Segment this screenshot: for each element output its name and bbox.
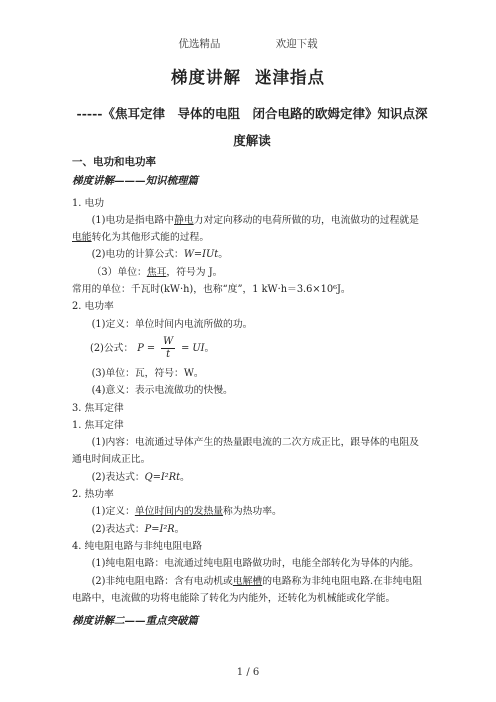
fraction-denominator: t [166, 349, 171, 361]
text-run: (2)非纯电阻电路：含有电动机或 [91, 575, 233, 587]
text-run: 。 [218, 249, 228, 261]
underlined-term: 单位时间内的发热量 [134, 506, 224, 518]
page-header [0, 36, 496, 51]
subsection-banner-1: 梯度讲解———知识梳理篇 [72, 175, 198, 188]
text-run: （3）单位： [91, 266, 147, 278]
text-run: ，符号为 J。 [166, 266, 223, 278]
text-run: (2)表达式： [91, 471, 145, 483]
formula-symbol: UI [192, 343, 205, 355]
page-separator: / [246, 667, 250, 678]
paragraph [72, 212, 426, 247]
formula-symbol: P [137, 343, 144, 355]
text-run: (1)电功是指电路中 [91, 214, 175, 226]
paragraph: (1)定义：单位时间内电流所做的功。 [91, 318, 253, 330]
paragraph [72, 573, 426, 608]
paragraph: (1)内容：电流通过导体产生的热量跟电流的二次方成正比，跟导体的电阻及通电时间成正比。 [72, 437, 419, 466]
item-heading: 2. 电功率 [72, 301, 114, 313]
header-right: 欢迎下载 [275, 38, 318, 50]
item-heading: 3. 焦耳定律 [72, 402, 124, 414]
title-part2: 迷津指点 [255, 68, 325, 87]
subsection-banner-2: 梯度讲解二——重点突破篇 [72, 615, 198, 628]
underlined-term: 静电 [174, 214, 194, 226]
paragraph [72, 469, 426, 486]
text-run: 。 [174, 523, 185, 535]
underlined-term: 焦耳 [146, 266, 167, 278]
formula-text: Q=I²Rt [144, 471, 181, 483]
paragraph [72, 264, 426, 281]
paragraph [72, 503, 426, 520]
text-run: (2)表达式： [91, 523, 145, 535]
paragraph: (1)纯电阻电路：电流通过纯电阻电路做功时，电能全部转化为导体的内能。 [91, 558, 419, 570]
fraction [161, 336, 175, 361]
text-run: 。 [180, 471, 190, 483]
item-heading: 1. 电功 [72, 197, 105, 209]
text-run: 称为热功率。 [223, 506, 282, 518]
page-number [0, 667, 496, 678]
header-left: 优选精品 [178, 38, 221, 50]
item-heading: 2. 热功率 [72, 489, 114, 501]
document-title [0, 64, 496, 88]
section-heading: 一、电功和电功率 [72, 156, 156, 168]
paragraph: (4)意义：表示电流做功的快慢。 [91, 385, 233, 397]
document-subtitle: -----《焦耳定律 导体的电阻 闭合电路的欧姆定律》知识点深度解读 [76, 106, 428, 148]
text-run: (1)定义： [91, 506, 135, 518]
page-current: 1 [236, 667, 244, 678]
text-run: (2)电功的计算公式： [91, 249, 184, 261]
fraction-numerator: W [163, 336, 174, 348]
formula-text: W=IUt [183, 249, 219, 261]
formula-symbol: = [146, 343, 156, 355]
document-body [72, 154, 426, 634]
title-part1: 梯度讲解 [171, 68, 241, 87]
formula-text: P=I²R [144, 523, 175, 535]
item-heading: 4. 纯电阻电路与非纯电阻电路 [72, 540, 203, 552]
text-run: 力对定向移动的电荷所做的功，电流做功的过程就是 [193, 214, 419, 226]
paragraph: 常用的单位：千瓦时(kW·h)，也称“度”，1 kW·h＝3.6×10⁶J。 [72, 284, 351, 296]
underlined-term: 电解槽 [232, 575, 263, 587]
text-run: 转化为其他形式能的过程。 [91, 232, 210, 244]
paragraph [72, 521, 426, 538]
text-run: (2)公式： [90, 343, 134, 355]
text-run: 的电路称为非纯电阻电路.在非纯电阻电路中，电流做的功将电能除了转化为内能外，还转化为机械能或化学能。 [72, 575, 423, 604]
underlined-term: 电能 [72, 232, 92, 244]
text-run: 。 [204, 343, 215, 355]
paragraph: (3)单位：瓦，符号：W。 [91, 367, 204, 379]
formula-symbol: = [181, 343, 190, 355]
page-total: 6 [252, 667, 260, 678]
power-formula [72, 333, 426, 365]
paragraph [72, 246, 426, 263]
item-heading: 1. 焦耳定律 [72, 419, 124, 431]
